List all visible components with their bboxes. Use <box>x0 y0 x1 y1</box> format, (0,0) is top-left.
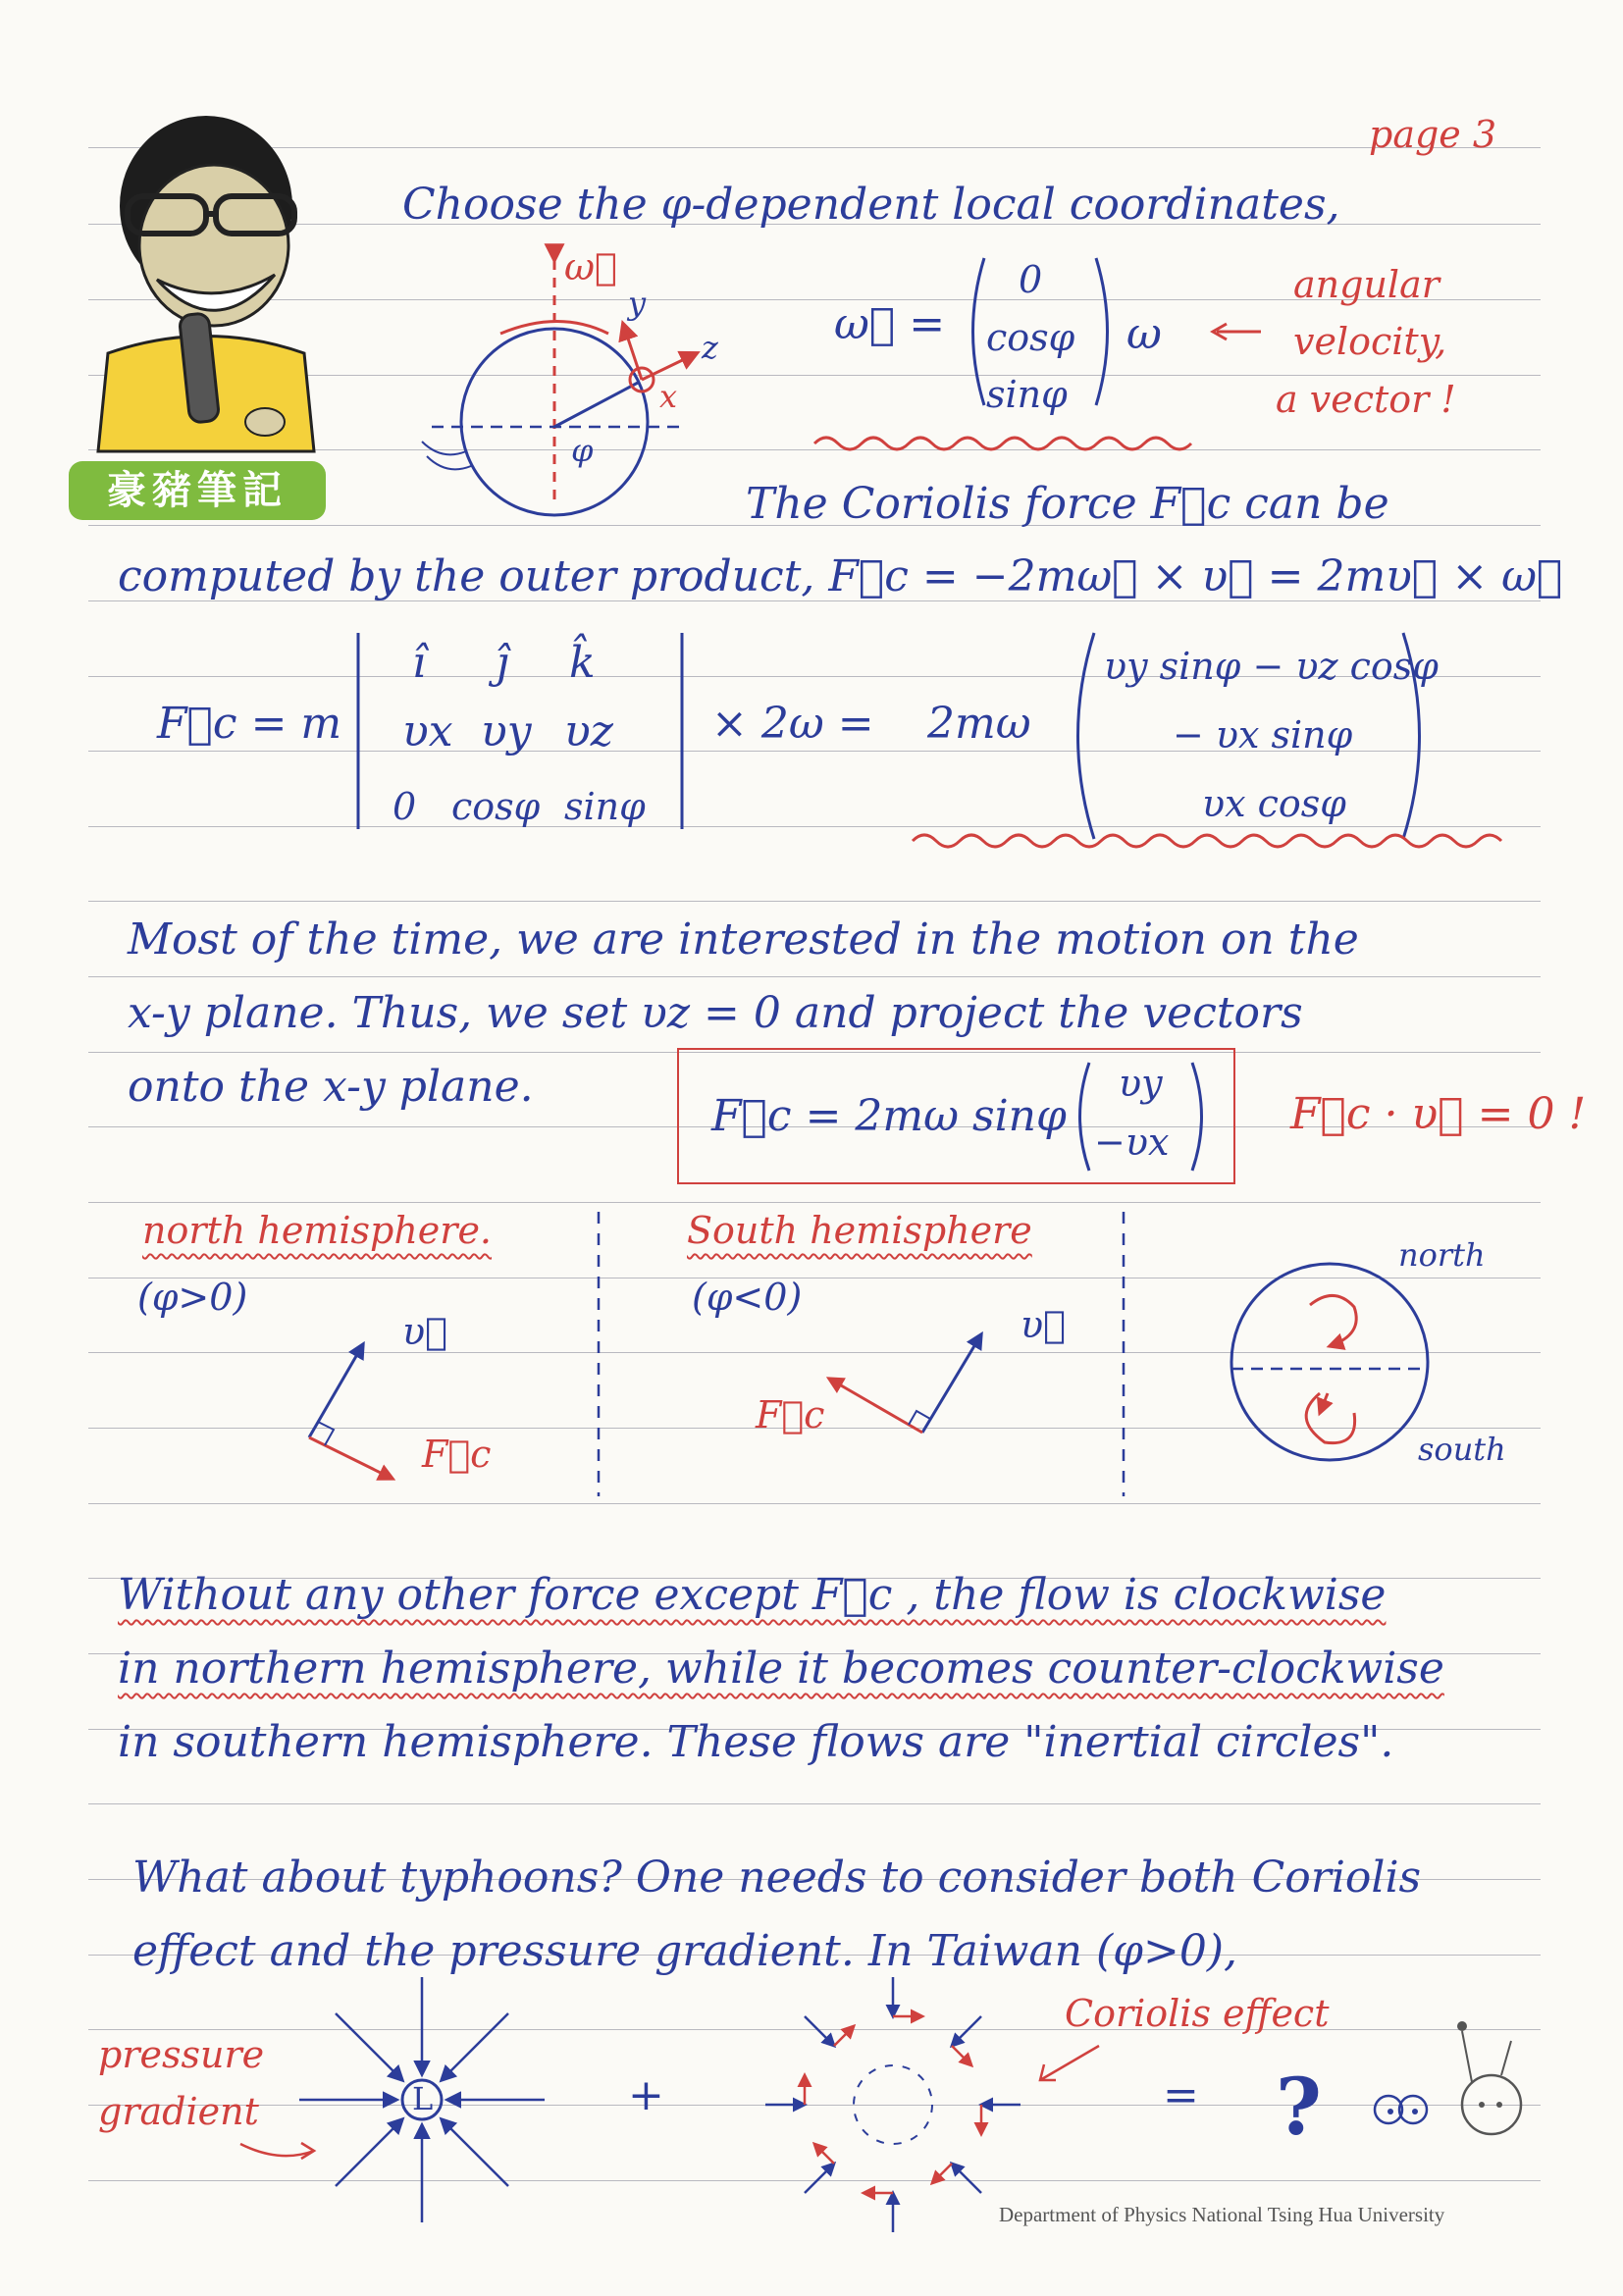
result-row3: υx cosφ <box>1202 782 1346 825</box>
globe-inertial-circles-diagram <box>1222 1246 1447 1472</box>
coriolis-effect-diagram <box>746 1957 1040 2252</box>
low-pressure-symbol: L <box>412 2080 434 2117</box>
det-row1-k: k̂ <box>569 638 596 688</box>
result-row1: υy sinφ − υz cosφ <box>1104 645 1439 688</box>
result-row2: − υx sinφ <box>1173 713 1353 757</box>
south-hemisphere-title: South hemisphere <box>687 1209 1032 1252</box>
coriolis-effect-label: Coriolis effect <box>1065 1992 1330 2035</box>
projection-line3: onto the x-y plane. <box>128 1062 534 1112</box>
angular-note-line1: angular <box>1293 263 1440 306</box>
pressure-gradient-label-2: gradient <box>98 2090 259 2133</box>
det-row1-i: î <box>412 638 427 688</box>
south-velocity-label: υ⃗ <box>1021 1303 1066 1346</box>
footer-affiliation: Department of Physics National Tsing Hua University <box>999 2203 1445 2226</box>
typhoon-line1: What about typhoons? One needs to consider both Coriolis <box>132 1852 1422 1903</box>
page-number: page 3 <box>1369 113 1497 156</box>
thinking-pig-doodle <box>1364 2011 1541 2149</box>
phi-angle-label: φ <box>571 432 594 469</box>
angular-note-line2: velocity, <box>1293 320 1447 363</box>
angular-note-line3: a vector ! <box>1276 378 1456 421</box>
det-row2-vx: υx <box>402 706 453 757</box>
det-row3-sin: sinφ <box>564 785 646 828</box>
red-squiggle-underline-2 <box>913 829 1501 853</box>
boxed-vector-top: υy <box>1119 1062 1163 1105</box>
boxed-vector-bottom: −υx <box>1094 1121 1170 1164</box>
axis-z-label: z <box>702 329 718 366</box>
coriolis-line2: computed by the outer product, F⃗c = −2mω⃗ × υ⃗ = 2mυ⃗ × ω⃗ <box>118 551 1563 601</box>
omega-equation-lhs: ω⃗ = <box>834 299 946 349</box>
omega-component-y: cosφ <box>986 316 1075 359</box>
det-row3-cos: cosφ <box>451 785 541 828</box>
inertial-line2: in northern hemisphere, while it becomes counter-clockwise <box>118 1644 1444 1694</box>
north-velocity-label: υ⃗ <box>402 1310 447 1353</box>
globe-south-label: south <box>1418 1431 1506 1468</box>
coriolis-label-arrow-icon <box>1030 2041 1109 2090</box>
det-row3-zero: 0 <box>393 785 417 828</box>
det-row2-vy: υy <box>481 706 532 757</box>
omega-component-x: 0 <box>1019 258 1043 301</box>
south-vectors-diagram <box>814 1310 1011 1506</box>
equals-sign: = <box>1163 2070 1199 2120</box>
projection-line2: x-y plane. Thus, we set υz = 0 and project the vectors <box>128 988 1303 1038</box>
det-row1-j: ĵ <box>496 638 509 688</box>
omega-scalar-factor: ω <box>1126 309 1162 359</box>
det-row2-vz: υz <box>564 706 613 757</box>
determinant-factor: 2mω <box>927 699 1031 749</box>
north-vectors-diagram <box>294 1320 491 1516</box>
axis-y-label: y <box>628 285 647 322</box>
red-squiggle-underline <box>814 432 1187 455</box>
projection-line1: Most of the time, we are interested in the motion on the <box>128 914 1359 965</box>
inertial-line3: in southern hemisphere. These flows are "inertial circles". <box>118 1717 1394 1767</box>
question-mark: ? <box>1276 2061 1322 2153</box>
south-condition: (φ<0) <box>692 1276 803 1319</box>
intro-line: Choose the φ-dependent local coordinates, <box>402 180 1340 230</box>
omega-component-z: sinφ <box>986 373 1068 416</box>
boxed-result-lhs: F⃗c = 2mω sinφ <box>711 1091 1067 1141</box>
north-hemisphere-title: north hemisphere. <box>142 1209 493 1252</box>
coriolis-line1: The Coriolis force F⃗c can be <box>746 479 1389 529</box>
typhoon-line2: effect and the pressure gradient. In Taiwan (φ>0), <box>132 1926 1237 1976</box>
north-force-label: F⃗c <box>422 1433 492 1476</box>
annotation-arrow-icon <box>1207 322 1266 341</box>
determinant-lhs: F⃗c = m <box>157 699 342 749</box>
pressure-gradient-label-1: pressure <box>98 2033 265 2076</box>
author-cartoon-avatar <box>69 98 343 451</box>
globe-north-label: north <box>1398 1236 1486 1274</box>
omega-vector-label: ω⃗ <box>564 245 617 288</box>
note-brand-badge: 豪豬筆記 <box>69 461 326 520</box>
north-condition: (φ>0) <box>137 1276 248 1319</box>
plus-sign: + <box>628 2070 664 2120</box>
axis-x-label: x <box>659 378 678 415</box>
south-force-label: F⃗c <box>756 1393 825 1436</box>
orthogonality-note: F⃗c · υ⃗ = 0 ! <box>1290 1089 1587 1139</box>
determinant-times: × 2ω = <box>711 699 874 749</box>
inertial-line1: Without any other force except F⃗c , the flow is clockwise <box>118 1570 1387 1620</box>
